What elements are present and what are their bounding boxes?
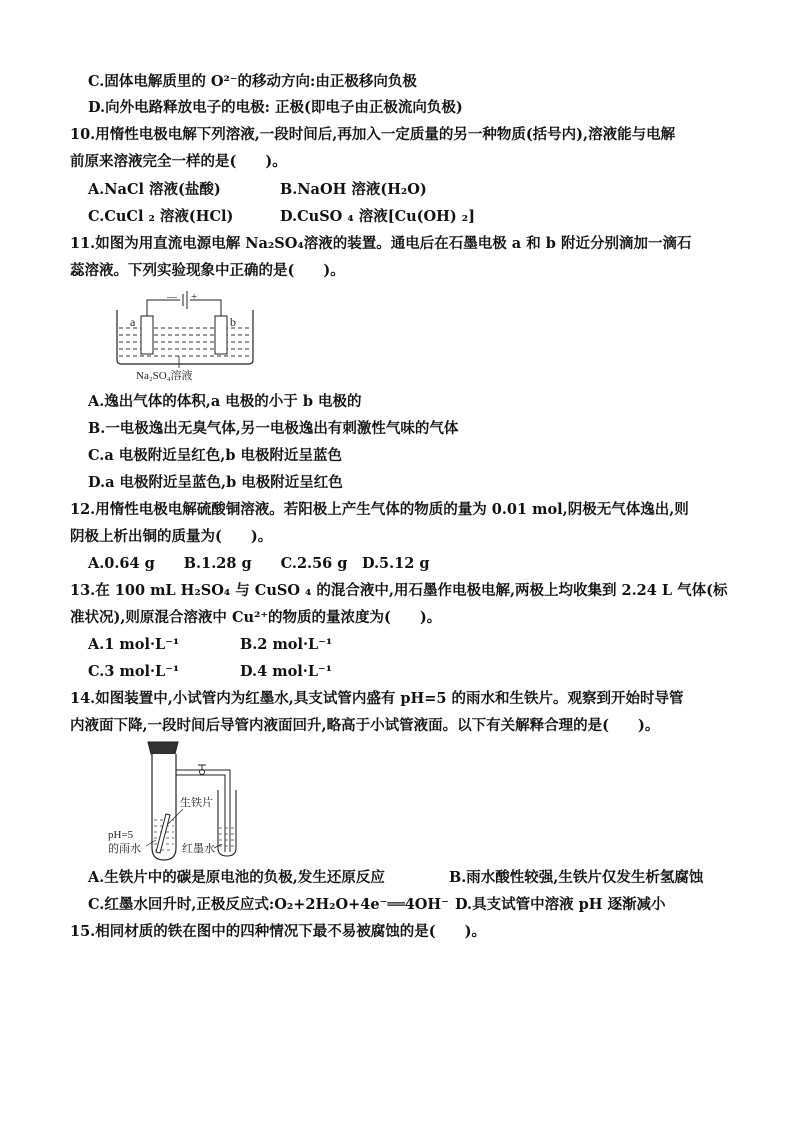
- q11-option-c: C.a 电极附近呈红色,b 电极附近呈蓝色: [88, 447, 343, 464]
- q11-option-d: D.a 电极附近呈蓝色,b 电极附近呈红色: [88, 474, 343, 491]
- q14-option-b: B.雨水酸性较强,生铁片仅发生析氢腐蚀: [449, 869, 704, 886]
- q14-stem-line2: 内液面下降,一段时间后导管内液面回升,略高于小试管液面。以下有关解释合理的是( )。: [70, 717, 660, 734]
- q12-stem-line2: 阴极上析出铜的质量为( )。: [70, 528, 273, 545]
- q14-stem-line1: 14.如图装置中,小试管内为红墨水,具支试管内盛有 pH=5 的雨水和生铁片。观察到开始时导管: [70, 690, 684, 707]
- q11-option-a: A.逸出气体的体积,a 电极的小于 b 电极的: [88, 393, 362, 410]
- electrode-b: [215, 316, 227, 354]
- electrode-a: [141, 316, 153, 354]
- q9-option-d: D.向外电路释放电子的电极: 正极(即电子由正极流向负极): [88, 99, 463, 116]
- q13-stem-line1: 13.在 100 mL H₂SO₄ 与 CuSO ₄ 的混合液中,用石墨作电极电解,两极上均收集到 2.24 L 气体(标: [70, 582, 728, 599]
- q10-option-b: B.NaOH 溶液(H₂O): [280, 181, 427, 198]
- q14-option-d: D.具支试管中溶液 pH 逐渐减小: [455, 896, 666, 913]
- q12-options: A.0.64 g B.1.28 g C.2.56 g D.5.12 g: [88, 555, 430, 572]
- electrode-a-label: a: [130, 315, 136, 329]
- q12-stem-line1: 12.用惰性电极电解硫酸铜溶液。若阳极上产生气体的物质的量为 0.01 mol,阴极无气体逸出,则: [70, 501, 689, 518]
- electrode-b-label: b: [230, 315, 236, 329]
- q11-option-b: B.一电极逸出无臭气体,另一电极逸出有刺激性气味的气体: [88, 420, 459, 437]
- q13-option-a: A.1 mol·L⁻¹: [88, 636, 180, 653]
- q13-option-d: D.4 mol·L⁻¹: [240, 663, 333, 680]
- q13-option-c: C.3 mol·L⁻¹: [88, 663, 180, 680]
- q15-stem-line1: 15.相同材质的铁在图中的四种情况下最不易被腐蚀的是( )。: [70, 923, 486, 940]
- q13-option-b: B.2 mol·L⁻¹: [240, 636, 333, 653]
- q10-option-c: C.CuCl ₂ 溶液(HCl): [88, 208, 234, 225]
- q10-option-d: D.CuSO ₄ 溶液[Cu(OH) ₂]: [280, 208, 475, 225]
- q14-option-a: A.生铁片中的碳是原电池的负极,发生还原反应: [88, 869, 385, 886]
- battery-minus-label: —: [167, 292, 177, 303]
- q9-option-c: C.固体电解质里的 O²⁻的移动方向:由正极移向负极: [88, 73, 417, 90]
- iron-label: 生铁片: [180, 797, 213, 809]
- battery-plus-label: +: [191, 291, 198, 303]
- q11-stem-line1: 11.如图为用直流电源电解 Na₂SO₄溶液的装置。通电后在石墨电极 a 和 b 附近分别滴加一滴石: [70, 235, 692, 252]
- q13-stem-line2: 准状况),则原混合溶液中 Cu²⁺的物质的量浓度为( )。: [70, 609, 442, 626]
- electrolysis-apparatus-figure: [112, 288, 262, 384]
- q14-option-c: C.红墨水回升时,正极反应式:O₂+2H₂O+4e⁻══4OH⁻: [88, 896, 449, 913]
- q10-option-a: A.NaCl 溶液(盐酸): [88, 181, 221, 198]
- red-ink-label: 红墨水: [182, 843, 215, 855]
- solution-label: Na₂SO₄溶液: [136, 370, 193, 382]
- q11-stem-line2: 蕊溶液。下列实验现象中正确的是( )。: [70, 262, 345, 279]
- ph-label: pH=5: [108, 829, 134, 841]
- rainwater-label: 的雨水: [108, 843, 141, 855]
- corrosion-apparatus-figure: [106, 740, 256, 864]
- q10-stem-line1: 10.用惰性电极电解下列溶液,一段时间后,再加入一定质量的另一种物质(括号内),溶液能与电解: [70, 126, 676, 143]
- q10-stem-line2: 前原来溶液完全一样的是( )。: [70, 153, 287, 170]
